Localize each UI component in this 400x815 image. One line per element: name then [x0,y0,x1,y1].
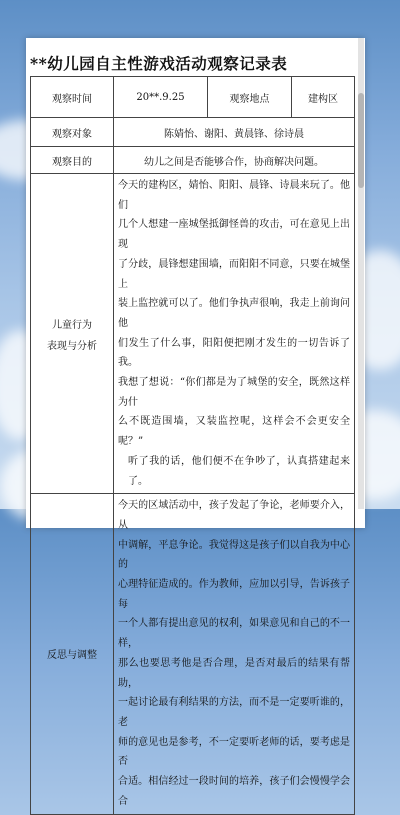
text-line: 那么也要思考他是否合理，是否对最后的结果有帮助， [118,657,350,689]
behavior-analysis-text [114,174,355,494]
text-line: 我想了想说：“你们都是为了城堡的安全，既然这样为什 [118,377,350,408]
text-line: 合适。相信经过一段时间的培养，孩子们会慢慢学会合 [118,776,350,807]
label-behavior-line2: 表现与分析 [47,340,97,352]
reflection-text [114,494,355,814]
label-reflection: 反思与调整 [31,494,114,814]
table-row [31,494,355,814]
text-line: 听了我的话，他们便不在争吵了，认真搭建起来了。 [128,455,350,487]
scrollbar[interactable] [358,38,364,509]
text-line: 们发生了什么事，阳阳便把刚才发生的一切告诉了我。 [118,337,350,369]
document-title: **幼儿园自主性游戏活动观察记录表 [30,54,288,73]
label-behavior-line1: 儿童行为 [52,319,92,331]
observation-subjects-value: 陈婧怡、谢阳、黄晨锋、徐诗晨 [114,118,355,147]
table-row [31,77,355,118]
table-row [31,147,355,174]
text-line: 几个人想建一座城堡抵御怪兽的攻击，可在意见上出现 [118,219,350,251]
text-line: 装上监控就可以了。他们争执声很响，我走上前询问他 [118,298,350,329]
observation-purpose-value: 幼儿之间是否能够合作，协商解决问题。 [114,147,355,174]
label-observation-time: 观察时间 [31,77,114,118]
text-line: 中调解，平息争论。我觉得这是孩子们以自我为中心的 [118,539,350,571]
scrollbar-thumb[interactable] [358,93,364,188]
label-observation-purpose: 观察目的 [31,147,114,174]
text-line: 一起讨论最有利结果的方法，而不是一定要听谁的，老 [118,697,350,728]
text-line: 么不既造围墙，又装监控呢，这样会不会更安全呢？” [118,416,350,448]
text-line: 师的意见也是参考，不一定要听老师的话，要考虑是否 [118,736,350,768]
text-line: 心理特征造成的。作为教师，应加以引导，告诉孩子每 [118,579,350,610]
text-line: 了分歧，晨锋想建围墙，而阳阳不同意，只要在城堡上 [118,258,350,290]
label-observation-subjects: 观察对象 [31,118,114,147]
observation-time-value: 20**.9.25 [114,77,208,118]
observation-table [30,76,355,815]
observation-place-value: 建构区 [292,77,355,118]
table-row [31,118,355,147]
text-line: 今天的建构区，婧怡、阳阳、晨锋、诗晨来玩了。他们 [118,180,350,211]
table-row [31,174,355,494]
text-line: 一个人都有提出意见的权利，如果意见和自己的不一样， [118,618,350,650]
label-behavior-analysis [31,174,114,494]
label-observation-place: 观察地点 [208,77,292,118]
text-line: 今天的区域活动中，孩子发起了争论，老师要介入，从 [118,500,350,531]
